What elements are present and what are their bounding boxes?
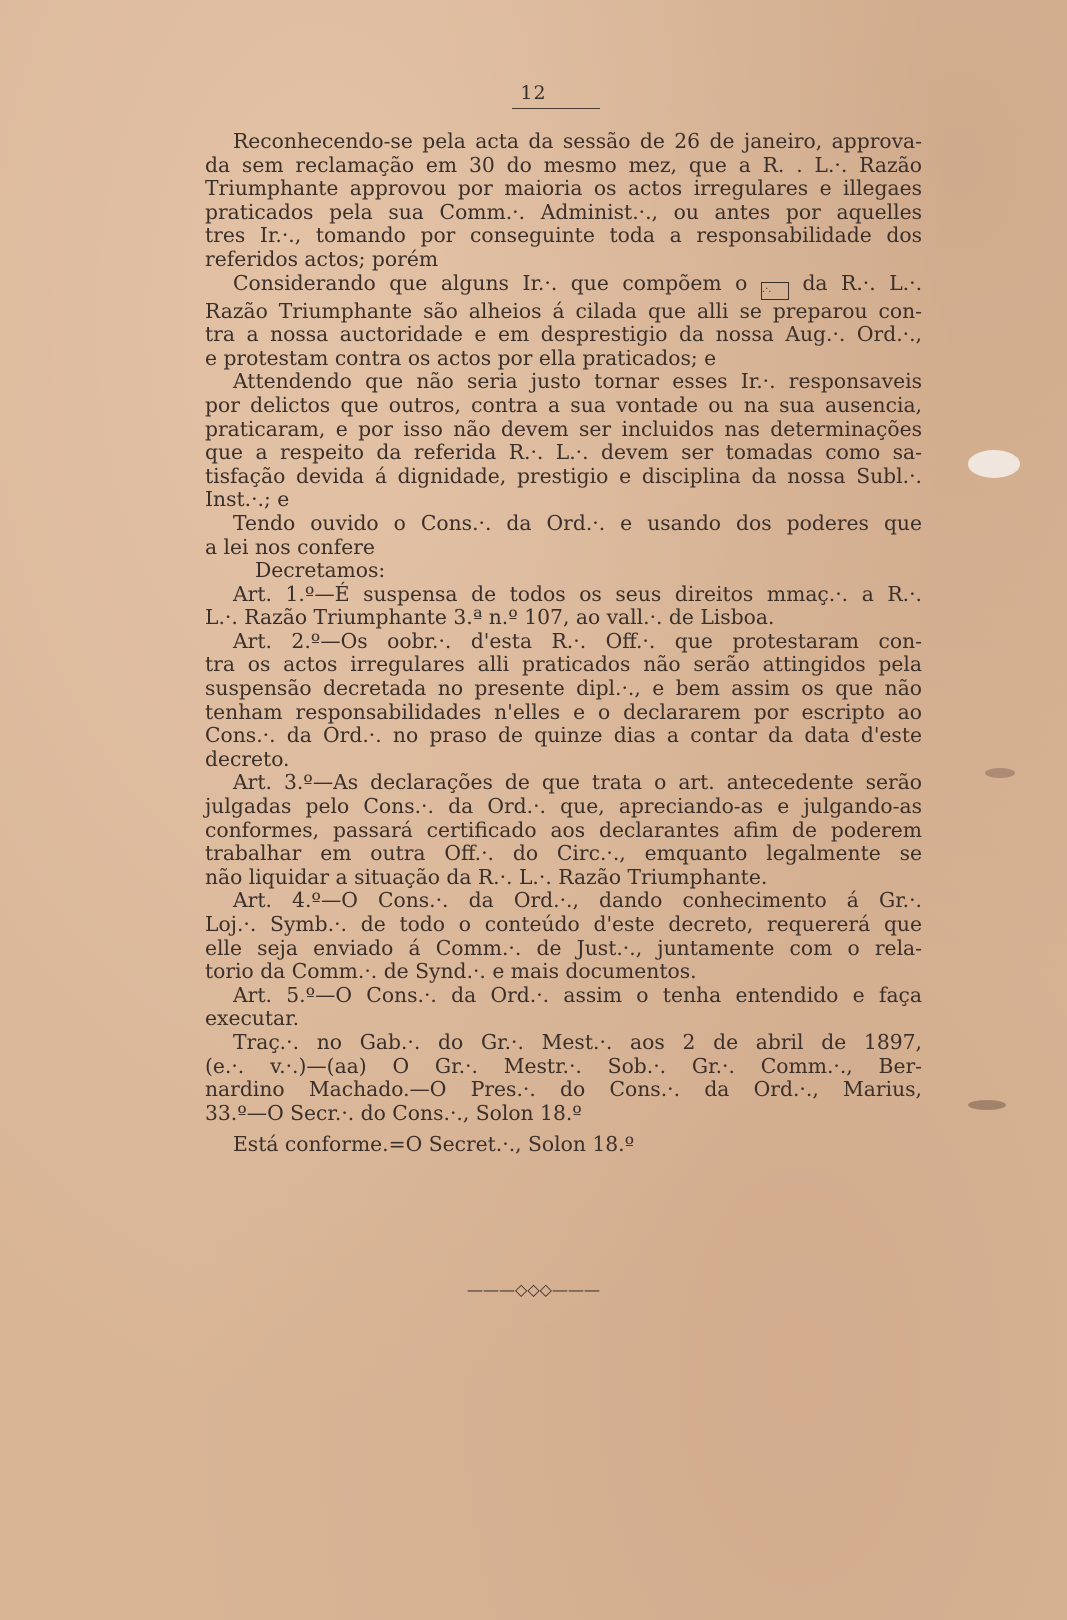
text-line: referidos actos; porém	[205, 246, 439, 271]
text-line: Art. 4.º—O Cons.·. da Ord.·., dando conhecimento á Gr.·.	[233, 888, 922, 913]
text-line: nardino Machado.—O Pres.·. do Cons.·. da Ord.·., Marius,	[205, 1077, 922, 1102]
page-number: 12	[520, 82, 547, 104]
text-line: tisfação devida á dignidade, prestigio e disciplina da nossa Subl.·.	[205, 463, 922, 488]
decree-text	[205, 130, 922, 1157]
text-line: por delictos que outros, contra a sua vontade ou na sua ausencia,	[205, 392, 922, 417]
text-line	[205, 272, 922, 300]
paper-stain	[985, 768, 1015, 778]
text-line: suspensão decretada no presente dipl.·., e bem assim os que não	[205, 676, 922, 701]
text-line: julgadas pelo Cons.·. da Ord.·. que, apreciando-as e julgando-as	[205, 794, 922, 819]
text-line: Está conforme.=O Secret.·., Solon 18.º	[233, 1132, 635, 1157]
text-line: 33.º—O Secr.·. do Cons.·., Solon 18.º	[205, 1100, 582, 1125]
text-line: Loj.·. Symb.·. de todo o conteúdo d'este decreto, requererá que	[205, 912, 922, 936]
text-line: praticaram, e por isso não devem ser incluidos nas determinações	[205, 416, 922, 441]
text-fragment: Considerando que alguns Ir.·. que compõem o	[233, 270, 748, 295]
text-line: da sem reclamação em 30 do mesmo mez, que a R. . L.·. Razão	[205, 152, 922, 177]
text-line: executar.	[205, 1006, 300, 1031]
text-line: Traç.·. no Gab.·. do Gr.·. Mest.·. aos 2 de abril de 1897,	[233, 1029, 922, 1054]
text-line: conformes, passará certificado aos declarantes afim de poderem	[205, 817, 922, 842]
text-line: que a respeito da referida R.·. L.·. devem ser tomadas como sa-	[205, 440, 922, 465]
text-line: praticados pela sua Comm.·. Administ.·., ou antes por aquelles	[205, 199, 922, 224]
text-line: tres Ir.·., tomando por conseguinte toda a responsabilidade dos	[205, 223, 922, 248]
text-line: Art. 5.º—O Cons.·. da Ord.·. assim o tenha entendido e faça	[233, 982, 922, 1007]
text-line: trabalhar em outra Off.·. do Circ.·., emquanto legalmente se	[205, 841, 922, 866]
text-line: Cons.·. da Ord.·. no praso de quinze dias a contar da data d'este	[205, 723, 922, 748]
text-line: elle seja enviado á Comm.·. de Just.·., juntamente com o rela-	[205, 935, 922, 960]
text-line: a lei nos confere	[205, 534, 375, 559]
text-line: não liquidar a situação da R.·. L.·. Razão Triumphante.	[205, 864, 768, 889]
text-line: Art. 1.º—É suspensa de todos os seus direitos mmaç.·. a R.·.	[233, 581, 922, 606]
text-line: Art. 3.º—As declarações de que trata o art. antecedente serão	[233, 770, 922, 795]
paper-stain	[968, 450, 1020, 478]
text-line: tra a nossa auctoridade e em desprestigio da nossa Aug.·. Ord.·.,	[205, 322, 922, 347]
paper-stain	[968, 1100, 1006, 1110]
text-line: Inst.·.; e	[205, 487, 290, 512]
text-line: Razão Triumphante são alheios á cilada que alli se preparou con-	[205, 298, 922, 323]
text-line: Reconhecendo-se pela acta da sessão de 26 de janeiro, approva-	[233, 129, 922, 153]
text-line: Attendendo que não seria justo tornar esses Ir.·. responsaveis	[233, 369, 922, 394]
text-line: tra os actos irregulares alli praticados não serão attingidos pela	[205, 652, 922, 677]
end-ornament: ———◇◇◇———	[467, 1280, 600, 1299]
text-line: Triumphante approvou por maioria os actos irregulares e illegaes	[205, 176, 922, 201]
text-line: e protestam contra os actos por ella praticados; e	[205, 345, 717, 370]
text-line: tenham responsabilidades n'elles e o declararem por escripto ao	[205, 699, 922, 724]
text-line: Art. 2.º—Os oobr.·. d'esta R.·. Off.·. que protestaram con-	[233, 628, 922, 653]
text-line: (e.·. v.·.)—(aa) O Gr.·. Mestr.·. Sob.·. Gr.·. Comm.·., Ber-	[205, 1053, 922, 1078]
text-line: L.·. Razão Triumphante 3.ª n.º 107, ao vall.·. de Lisboa.	[205, 605, 775, 630]
text-fragment: da R.·. L.·.	[802, 270, 923, 295]
text-line: Tendo ouvido o Cons.·. da Ord.·. e usando dos poderes que	[233, 510, 922, 535]
text-line: decreto.	[205, 746, 290, 771]
lodge-symbol-icon: .·.	[761, 282, 789, 300]
text-line: torio da Comm.·. de Synd.·. e mais documentos.	[205, 959, 697, 984]
text-line: Decretamos:	[255, 558, 386, 583]
page-number-rule	[512, 108, 600, 109]
